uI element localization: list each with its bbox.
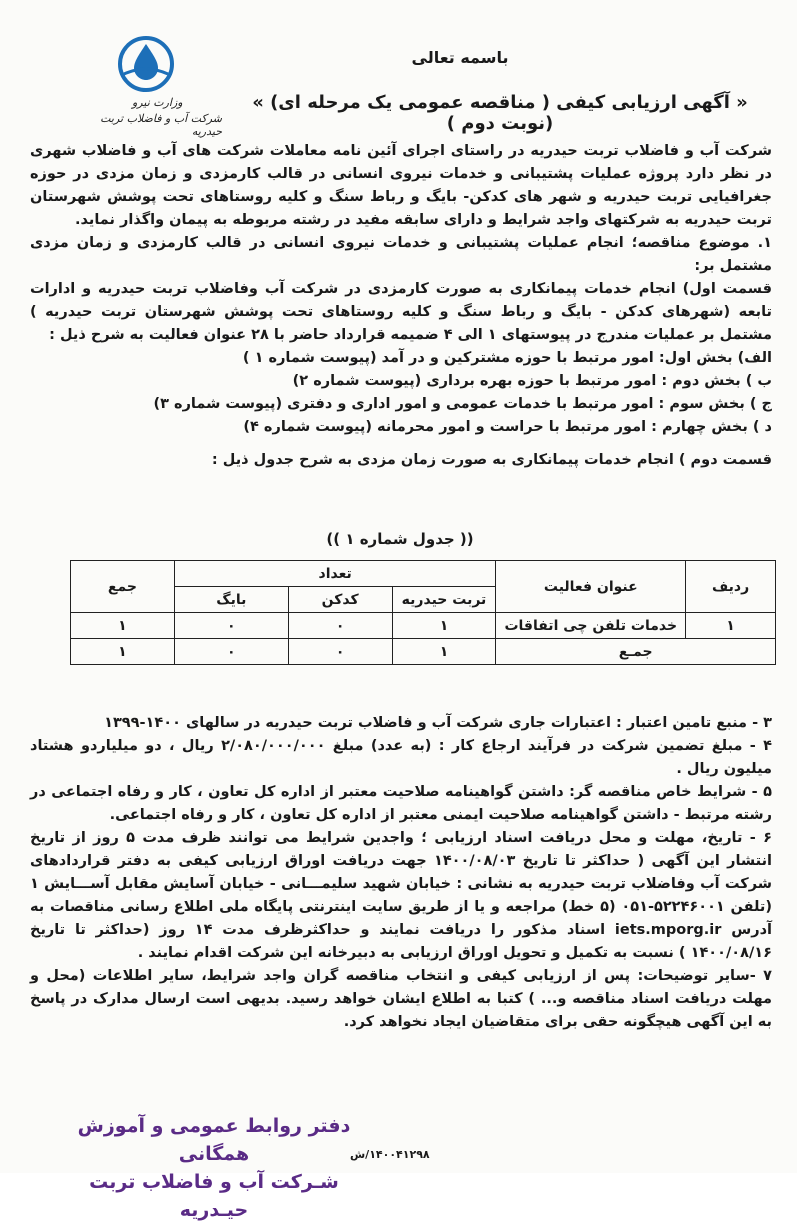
table-sum-row	[71, 639, 776, 665]
footer-department: دفتر روابط عمومی و آموزش همگانی	[77, 1115, 351, 1165]
table-header-row	[71, 561, 776, 587]
reference-number: ۱۴۰۰۴۱۲۹۸/ش	[350, 1148, 430, 1161]
cell-row-no: ۱	[686, 613, 776, 639]
logo-company-text: شرکت آب و فاضلاب تربت حیدریه	[100, 112, 222, 138]
part-one-paragraph: قسمت اول) انجام خدمات پیمانکاری به صورت کارمزدی در شرکت آب وفاضلاب تربت حیدریه و ادارات تابعه (شهرهای کدکن - بایگ و رباط سنگ و کلیه روستاهای تحت پوشش شهرستان تربت حیدریه ) مشتمل بر عملیات مندرج در پیوستهای ۱ الی ۴ ضمیمه قرارداد حاضر با ۲۸ عنوان فعالیت به شرح ذیل :	[30, 281, 772, 343]
notice-conditions	[30, 712, 772, 1034]
notice-title: « آگهی ارزیابی کیفی ( مناقصه عمومی یک مرحله ای) » (نوبت دوم )	[252, 92, 748, 134]
section-d: د ) بخش چهارم : امور مرتبط با حراست و امور محرمانه (پیوست شماره ۴)	[243, 419, 772, 435]
section-b: ب ) بخش دوم : امور مرتبط با حوزه بهره برداری (پیوست شماره ۲)	[292, 373, 772, 389]
header-torbat: تربت حیدریه	[392, 587, 496, 613]
footer-company: شـرکت آب و فاضلاب تربت حیـدریه	[89, 1171, 339, 1221]
tender-site-link[interactable]: iets.mporg.ir	[614, 922, 722, 938]
item-6-schedule	[30, 827, 772, 965]
part-two-paragraph: قسمت دوم ) انجام خدمات پیمانکاری به صورت زمان مزدی به شرح جدول ذیل :	[211, 452, 772, 468]
subject-paragraph: ۱. موضوع مناقصه؛ انجام عملیات پشتیبانی و خدمات نیروی انسانی در قالب کارمزدی و زمان مزدی مشتمل بر:	[30, 235, 772, 274]
header	[0, 26, 797, 136]
table-title: (( جدول شماره ۱ ))	[326, 530, 474, 548]
item-7-notes: ۷ -سایر توضیحات: پس از ارزیابی کیفی و انتخاب مناقصه گران واجد شرایط، سایر اطلاعات (محل و مهلت دریافت اسناد مناقصه و... ) کتبا به اطلاع ایشان خواهد رسید. بدیهی است ارسال مدارک در پاسخ به این آگهی هیچگونه حقی برای متقاضیان ایجاد نخواهد کرد.	[30, 968, 772, 1030]
sum-total: ۱	[71, 639, 175, 665]
header-bayg: بایگ	[174, 587, 288, 613]
item-6-tail: اسناد مذکور را دریافت نمایند و حداکثرظرف مدت ۱۴ روز (حداکثر تا تاریخ ۱۴۰۰/۰۸/۱۶ ) نسبت به تکمیل و تحویل اوراق ارزیابی به دبیرخانه این شرکت اقدام نمایند .	[30, 922, 772, 961]
section-c: ج ) بخش سوم : امور مرتبط با خدمات عمومی و امور اداری و دفتری (پیوست شماره ۳)	[153, 396, 772, 412]
sum-label: جمـع	[496, 639, 776, 665]
logo-ministry-text: وزارت نیرو	[132, 96, 183, 109]
cell-activity: خدمات تلفن چی اتفاقات	[496, 613, 686, 639]
cell-total: ۱	[71, 613, 175, 639]
footer-signature	[64, 1112, 364, 1224]
section-a: الف) بخش اول: امور مرتبط با حوزه مشترکین و در آمد (پیوست شماره ۱ )	[242, 350, 772, 366]
cell-bayg: ۰	[174, 613, 288, 639]
company-logo	[72, 34, 222, 144]
header-kadkan: کدکن	[288, 587, 392, 613]
notice-body	[30, 140, 772, 472]
item-3-funding: ۳ - منبع تامین اعتبار : اعتبارات جاری شرکت آب و فاضلاب تربت حیدریه در سالهای ۱۴۰۰-۱۳۹۹	[104, 715, 772, 731]
cell-kadkan: ۰	[288, 613, 392, 639]
intro-paragraph: شرکت آب و فاضلاب تربت حیدریه در راستای اجرای آئین نامه معاملات شرکت های آب و فاضلاب شهری در نظر دارد پروژه عملیات پشتیبانی و خدمات نیروی انسانی در قالب کارمزدی و زمان مزدی در حوزه جغرافیایی تربت حیدریه و شهر های کدکن- بایگ و رباط سنگ و کلیه روستاهای تحت پوشش شهرستان تربت حیدریه به شرکتهای واجد شرایط و دارای سابقه مفید در رشته مربوطه به پیمان واگذار نماید.	[30, 143, 772, 228]
header-count: تعداد	[174, 561, 496, 587]
header-activity: عنوان فعالیت	[496, 561, 686, 613]
sum-torbat: ۱	[392, 639, 496, 665]
table-row	[71, 613, 776, 639]
header-total: جمع	[71, 561, 175, 613]
item-4-guarantee: ۴ - مبلغ تضمین شرکت در فرآیند ارجاع کار : (به عدد) مبلغ ۲/۰۸۰/۰۰۰/۰۰۰ ریال ، دو میلیاردو هشتاد میلیون ریال .	[30, 738, 772, 777]
bismillah-heading: باسمه تعالی	[411, 48, 509, 67]
item-5-conditions: ۵ - شرایط خاص مناقصه گر: داشتن گواهینامه صلاحیت معتبر از اداره کل تعاون ، کار و رفاه اجتماعی در رشته مرتبط - داشتن گواهینامه صلاحیت ایمنی معتبر از اداره کل تعاون ، کار و رفاه اجتماعی.	[30, 784, 772, 823]
water-drop-logo-icon	[110, 34, 182, 96]
item-6-text: ۶ - تاریخ، مهلت و محل دریافت اسناد ارزیابی ؛ واجدین شرایط می توانند ظرف مدت ۵ روز از تاریخ انتشار این آگهی ( حداکثر تا تاریخ ۱۴۰۰/۰۸/۰۳ جهت دریافت اوراق ارزیابی کیفی به دفتر قراردادهای شرکت آب وفاضلاب تربت حیدریه به نشانی : خیابان شهید سلیمـــانی - خیابان آسایش مقابل آســـایش ۱ (تلفن ۵۲۲۴۶۰۰۱-۰۵۱ (۵ خط) مراجعه و یا از طریق سایت اینترنتی پایگاه ملی اطلاع رسانی مناقصات به آدرس	[30, 830, 773, 938]
header-row-no: ردیف	[686, 561, 776, 613]
activities-table	[70, 560, 776, 665]
sum-kadkan: ۰	[288, 639, 392, 665]
cell-torbat: ۱	[392, 613, 496, 639]
sum-bayg: ۰	[174, 639, 288, 665]
